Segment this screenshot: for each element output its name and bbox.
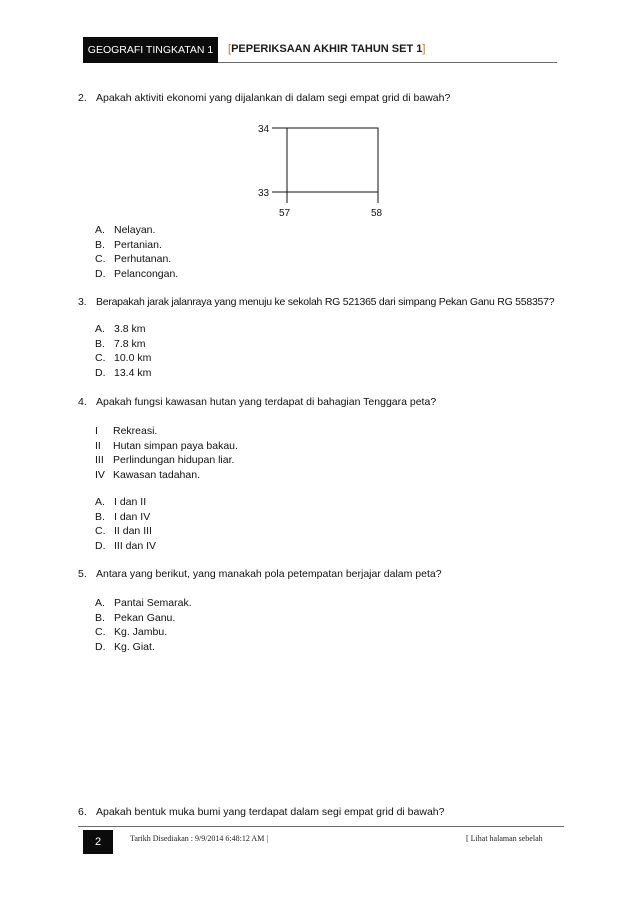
question-5 (78, 568, 442, 580)
option-d: D. 13.4 km (95, 366, 152, 379)
question-text: Apakah bentuk muka bumi yang terdapat dalam segi empat grid di bawah? (96, 806, 445, 818)
option-c: C. 10.0 km (95, 352, 152, 365)
question-text: Berapakah jarak jalanraya yang menuju ke sekolah RG 521365 dari simpang Pekan Ganu RG 558357? (96, 296, 555, 308)
grid-square-diagram (250, 115, 400, 230)
grid-square (287, 128, 378, 192)
options-q5 (95, 596, 192, 654)
statement-iv: IV Kawasan tadahan. (95, 468, 200, 481)
option-c: C. II dan III (95, 525, 152, 538)
option-a: A. Pantai Semarak. (95, 597, 192, 609)
question-text: Antara yang berikut, yang manakah pola petempatan berjajar dalam peta? (96, 568, 442, 580)
option-a: A. Nelayan. (95, 224, 156, 236)
option-c: C. Kg. Jambu. (95, 626, 168, 639)
page-number: 2 (83, 830, 113, 854)
question-3 (78, 296, 554, 308)
question-number: 5. (78, 568, 87, 580)
exam-title (228, 43, 425, 55)
option-a: A. I dan II (95, 496, 147, 508)
question-4 (78, 396, 436, 408)
options-q4 (95, 495, 156, 553)
question-number: 6. (78, 806, 87, 818)
next-page-note: [ Lihat halaman sebelah (466, 834, 543, 843)
option-b: B. Pekan Ganu. (95, 611, 176, 624)
subject-tab: GEOGRAFI TINGKATAN 1 (83, 37, 218, 63)
question-number: 4. (78, 396, 87, 408)
option-a: A. 3.8 km (95, 323, 146, 335)
option-d: D. Kg. Giat. (95, 640, 155, 653)
option-b: B. I dan IV (95, 510, 151, 523)
footer-divider (78, 826, 564, 827)
northing-label-bottom: 33 (258, 188, 270, 199)
question-text: Apakah aktiviti ekonomi yang dijalankan di dalam segi empat grid di bawah? (96, 92, 451, 104)
exam-title-text: PEPERIKSAAN AKHIR TAHUN SET 1 (231, 43, 423, 55)
question-text: Apakah fungsi kawasan hutan yang terdapat di bahagian Tenggara peta? (96, 396, 437, 408)
title-bracket-open: [ (228, 43, 232, 55)
statement-i: I Rekreasi. (95, 425, 158, 437)
option-d: D. III dan IV (95, 539, 157, 552)
question-2 (78, 92, 450, 104)
statement-iii: III Perlindungan hidupan liar. (95, 454, 235, 467)
question-number: 2. (78, 92, 87, 104)
northing-label-top: 34 (258, 124, 270, 135)
option-d: D. Pelancongan. (95, 267, 179, 280)
option-c: C. Perhutanan. (95, 253, 172, 266)
title-bracket-close: ] (422, 43, 426, 55)
question-number: 3. (78, 296, 87, 308)
option-b: B. Pertanian. (95, 238, 162, 251)
header-divider (218, 62, 557, 63)
options-q2 (95, 223, 178, 281)
statement-ii: II Hutan simpan paya bakau. (95, 439, 238, 452)
prepared-date: Tarikh Disediakan : 9/9/2014 6:48:12 AM | (130, 834, 268, 843)
easting-label-right: 58 (371, 208, 383, 219)
question-6 (78, 806, 444, 818)
option-b: B. 7.8 km (95, 337, 146, 350)
options-q3 (95, 322, 151, 380)
easting-label-left: 57 (279, 208, 291, 219)
statements-q4 (95, 424, 238, 482)
